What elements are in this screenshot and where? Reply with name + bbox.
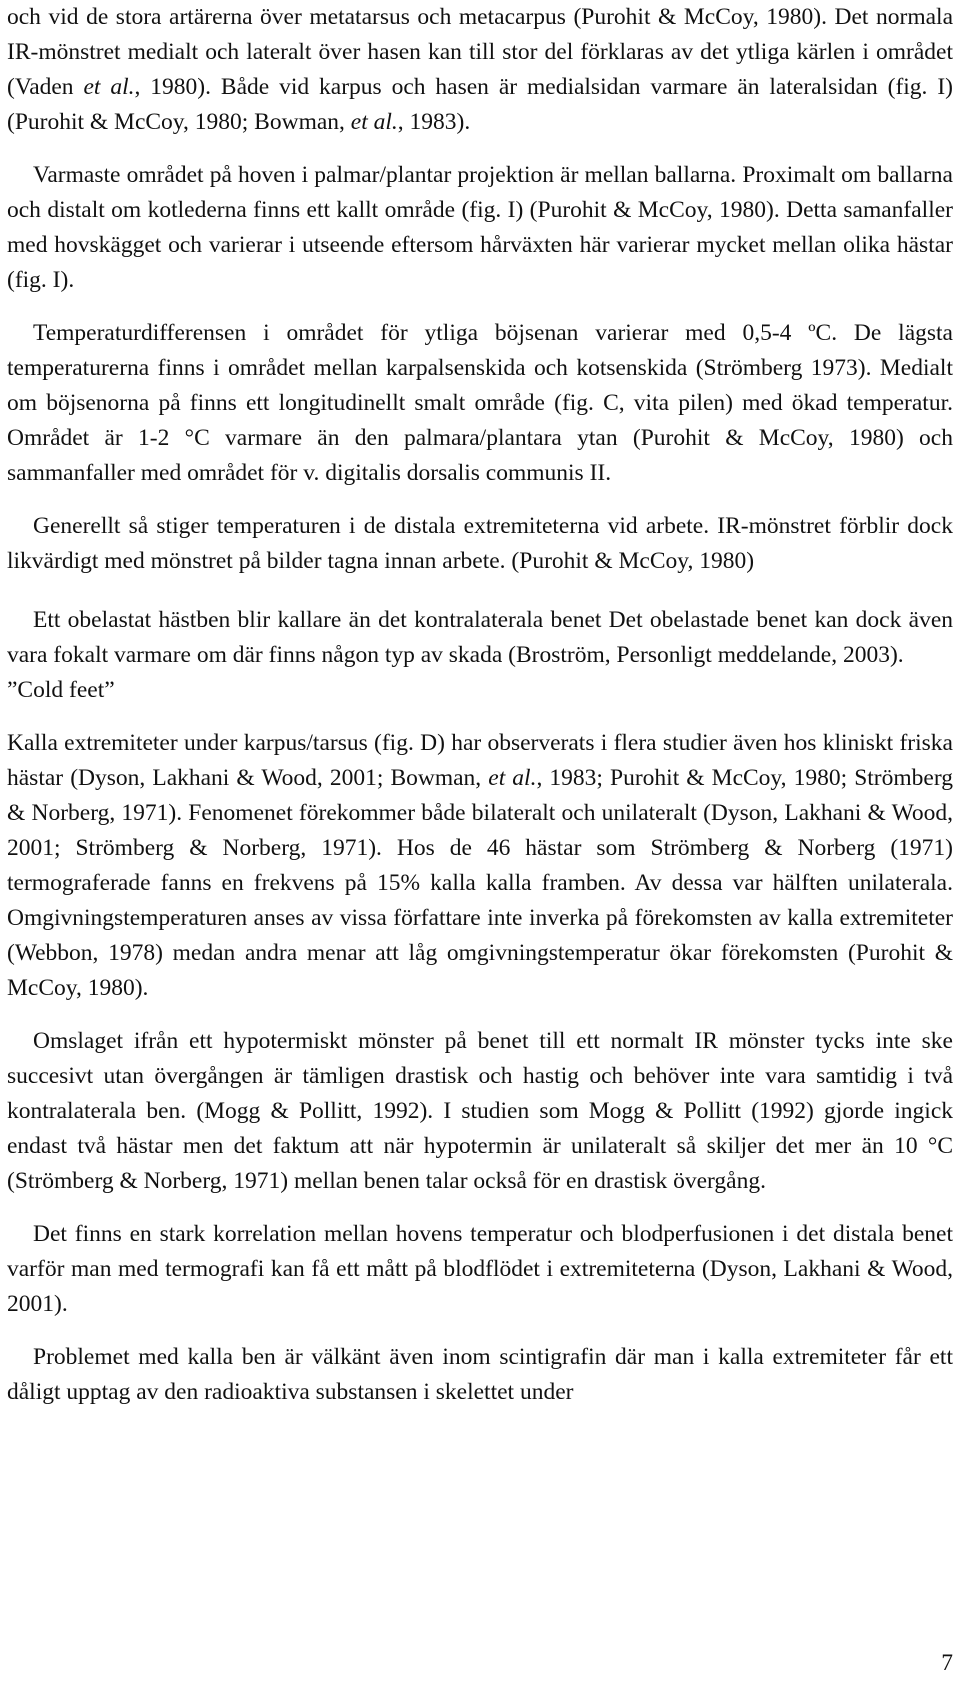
text-run: Generellt så stiger temperaturen i de distala extremiteterna vid arbete. IR-mönstret förblir dock likvärdigt med mönstret på bilder tagna innan arbete. (Purohit & McCoy, 1980) — [7, 513, 953, 574]
body-paragraph — [7, 1340, 953, 1410]
body-paragraph — [7, 1024, 953, 1199]
body-paragraph — [7, 0, 953, 140]
text-run: , 1983; Purohit & McCoy, 1980; Strömberg & Norberg, 1971). Fenomenet förekommer både bilateralt och unilateralt (Dyson, Lakhani & Wood, 2001; Strömberg & Norberg, 1971). Hos de 46 hästar som Strömberg & Norberg (1971) termograferade fanns en frekvens på 15% kalla kalla framben. Av dessa var hälften unilaterala. Omgivningstemperaturen anses av vissa författare inte inverka på förekomsten av kalla extremiteter (Webbon, 1978) medan andra menar att låg omgivningstemperatur ökar förekomsten (Purohit & McCoy, 1980). — [7, 765, 953, 1001]
italic-run: et al. — [350, 109, 398, 135]
section-heading: ”Cold feet” — [7, 677, 115, 703]
text-run: Ett obelastat hästben blir kallare än det kontralaterala benet Det obelastade benet kan dock även vara fokalt varmare om där finns någon typ av skada (Broström, Personligt meddelande, 2003). — [7, 607, 953, 668]
page-number: 7 — [941, 1650, 953, 1676]
italic-run: et al. — [83, 74, 135, 100]
body-paragraph — [7, 316, 953, 491]
italic-run: et al. — [488, 765, 537, 791]
body-paragraph — [7, 603, 953, 673]
text-run: Temperaturdifferensen i området för ytliga böjsenan varierar med 0,5-4 ºC. De lägsta temperaturerna finns i området mellan karpalsenskida och kotsenskida (Strömberg 1973). Medialt om böjsenorna på finns ett longitudinellt smalt område (fig. C, vita pilen) med ökad temperatur. Området är 1-2 °C varmare än den palmara/plantara ytan (Purohit & McCoy, 1980) och sammanfaller med området för v. digitalis dorsalis communis II. — [7, 320, 953, 486]
text-run: Omslaget ifrån ett hypotermiskt mönster på benet till ett normalt IR mönster tycks inte ske succesivt utan övergången är tämligen drastisk och hastig och behöver inte vara samtidig i två kontralaterala ben. (Mogg & Pollitt, 1992). I studien som Mogg & Pollitt (1992) gjorde ingick endast två hästar men det faktum att när hypotermin är unilateralt så skiljer det mer än 10 °C (Strömberg & Norberg, 1971) mellan benen talar också för en drastisk övergång. — [7, 1028, 953, 1194]
body-paragraph — [7, 726, 953, 1006]
text-run: Varmaste området på hoven i palmar/plantar projektion är mellan ballarna. Proximalt om ballarna och distalt om kotlederna finns ett kallt område (fig. I) (Purohit & McCoy, 1980). Detta samanfaller med hovskägget och varierar i utseende eftersom hårväxten här varierar mycket mellan olika hästar (fig. I). — [7, 162, 953, 293]
body-paragraph — [7, 1217, 953, 1322]
body-paragraph — [7, 509, 953, 579]
document-page — [7, 0, 953, 1410]
text-run: Problemet med kalla ben är välkänt även inom scintigrafin där man i kalla extremiteter får ett dåligt upptag av den radioaktiva substansen i skelettet under — [7, 1344, 953, 1405]
text-run: , 1983). — [397, 109, 471, 135]
text-run: Det finns en stark korrelation mellan hovens temperatur och blodperfusionen i det distala benet varför man med termografi kan få ett mått på blodflödet i extremiteterna (Dyson, Lakhani & Wood, 2001). — [7, 1221, 953, 1317]
body-paragraph — [7, 158, 953, 298]
text-run: Kalla extremiteter under karpus/tarsus (fig. D) har observerats i flera studier även hos kliniskt friska hästar (Dyson, Lakhani & Wood, 2001; Bowman, — [7, 730, 953, 791]
text-run: och vid de stora artärerna över metatarsus och metacarpus (Purohit & McCoy, 1980). Det normala IR-mönstret medialt och lateralt över hasen kan till stor del förklaras av det ytliga kärlen i området (Vaden — [7, 4, 953, 100]
text-run: , 1980). Både vid karpus och hasen är medialsidan varmare än lateralsidan (fig. I) (Purohit & McCoy, 1980; Bowman, — [7, 74, 953, 135]
